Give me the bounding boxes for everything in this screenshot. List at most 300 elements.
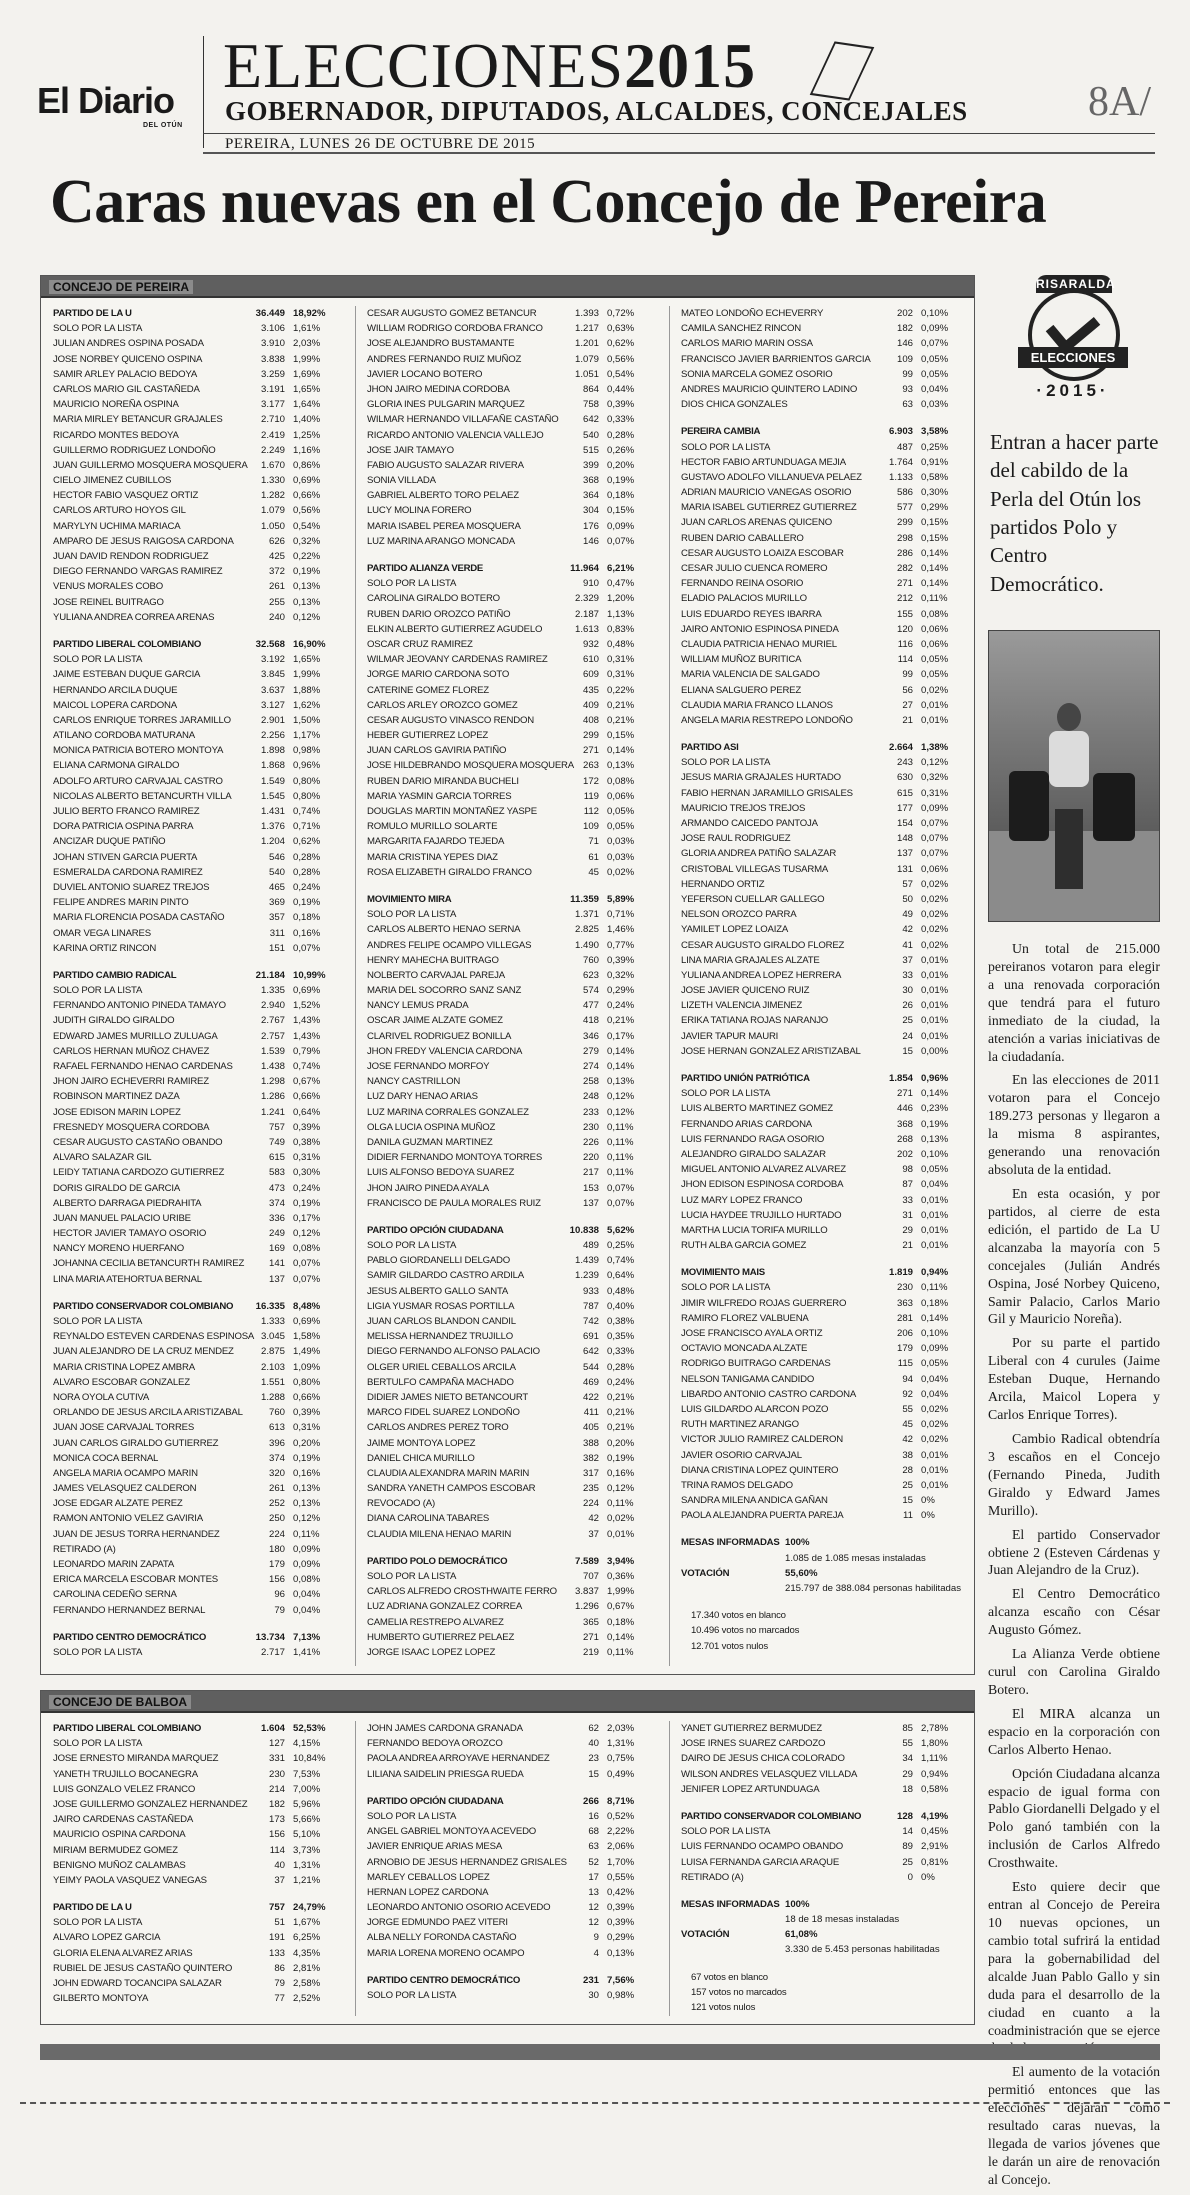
candidate-name: RUTH ALBA GARCIA GOMEZ [681,1240,807,1252]
newspaper-logo: El Diario [37,80,175,121]
candidate-name: CESAR JULIO CUENCA ROMERO [681,563,828,574]
candidate-votes: 40 [588,1738,599,1750]
candidate-votes: 2.940 [260,1000,285,1012]
candidate-name: JORGE ISAAC LOPEZ LOPEZ [367,1646,496,1658]
candidate-row [47,1344,347,1359]
candidate-name: JENIFER LOPEZ ARTUNDUAGA [681,1783,820,1795]
candidate-votes: 382 [582,1452,599,1464]
candidate-row [361,352,661,367]
candidate-votes: 235 [582,1483,599,1495]
candidate-votes: 408 [582,714,599,726]
candidate-votes: 15 [902,1495,913,1507]
candidate-votes: 374 [268,1197,285,1209]
candidate-percent: 0,69% [293,1316,321,1327]
party-votes: 6.903 [888,426,913,438]
candidate-row [675,546,975,561]
candidate-votes: 271 [896,1088,913,1100]
candidate-name: NORA OYOLA CUTIVA [53,1391,150,1403]
candidate-name: CATERINE GOMEZ FLOREZ [367,684,489,696]
candidate-name: ROMULO MURILLO SOLARTE [367,821,498,833]
candidate-row [675,367,975,382]
candidate-percent: 0,07% [293,1273,321,1285]
candidate-votes: 365 [582,1616,599,1628]
candidate-row [361,968,661,983]
party-row [361,1973,661,1988]
candidate-name: PABLO GIORDANELLI DELGADO [367,1255,511,1267]
candidate-row [361,1436,661,1451]
article-paragraph: Un total de 215.000 pereiranos votaron para elegir a una renovada corporación que tendrá para el futuro inmediato de la ciudad, la atención a varias iniciativas de la ciudadanía. [988,941,1160,1064]
party-percent: 52,53% [293,1723,326,1734]
candidate-percent: 0,14% [921,563,949,574]
candidate-name: MONICA PATRICIA BOTERO MONTOYA [53,745,224,757]
candidate-row [675,1736,975,1751]
candidate-percent: 0,83% [607,623,635,635]
candidate-row [361,1360,661,1375]
candidate-name: JULIO BERTO FRANCO RAMIREZ [53,806,200,817]
candidate-percent: 1,80% [921,1738,949,1750]
candidate-name: MAURICIO NOREÑA OSPINA [53,399,179,411]
candidate-percent: 0,12% [293,1513,321,1525]
candidate-votes: 3.837 [574,1586,599,1598]
candidate-name: NANCY MORENO HUERFANO [53,1243,185,1255]
candidate-votes: 261 [268,581,285,593]
candidate-votes: 933 [582,1285,599,1297]
candidate-votes: 51 [274,1917,285,1929]
article-paragraph: La Alianza Verde obtiene curul con Carolina Giraldo Botero. [988,1646,1160,1697]
candidate-votes: 1.613 [574,623,599,635]
candidate-name: ELADIO PALACIOS MURILLO [681,593,807,605]
candidate-votes: 1.050 [260,520,285,532]
candidate-name: JORGE MARIO CARDONA SOTO [367,669,510,681]
candidate-percent: 0,09% [293,1543,321,1555]
candidate-name: JESUS MARIA GRAJALES HURTADO [681,772,841,784]
vote-stat: 121 votos nulos [691,2002,756,2013]
candidate-row [361,428,661,443]
candidate-votes: 357 [268,912,285,924]
candidate-name: MARIA ISABEL PEREA MOSQUERA [367,520,521,532]
candidate-row [675,770,975,785]
candidate-votes: 137 [582,1197,599,1209]
candidate-percent: 0,13% [293,596,321,608]
candidate-row [361,865,661,880]
candidate-votes: 79 [274,1978,285,1989]
candidate-votes: 119 [583,790,599,802]
candidate-row [47,1181,347,1196]
candidate-row [47,1873,347,1888]
candidate-percent: 0,39% [293,1407,321,1419]
candidate-name: LEONARDO MARIN ZAPATA [53,1559,175,1570]
candidate-votes: 586 [896,487,913,499]
candidate-votes: 177 [896,802,913,814]
candidate-percent: 0,19% [607,1452,635,1464]
vote-stat: 17.340 votos en blanco [691,1610,786,1622]
candidate-row [675,515,975,530]
candidate-votes: 141 [268,1258,285,1270]
candidate-name: YEIMY PAOLA VASQUEZ VANEGAS [53,1874,207,1886]
candidate-votes: 57 [902,878,913,890]
candidate-percent: 0,91% [921,456,949,468]
candidate-percent: 0,35% [607,1331,635,1343]
candidate-votes: 258 [582,1076,599,1088]
candidate-row [361,1809,661,1824]
candidate-votes: 94 [902,1373,913,1385]
candidate-percent: 1,31% [607,1738,635,1750]
candidate-row [675,1101,975,1116]
candidate-name: ALBA NELLY FORONDA CASTAÑO [367,1932,517,1944]
candidate-votes: 172 [582,775,599,787]
party-votes: 16.335 [255,1300,285,1312]
candidate-votes: 115 [897,1358,913,1370]
candidate-row [47,1751,347,1766]
candidate-percent: 1,41% [293,1646,321,1658]
candidate-votes: 12 [588,1902,599,1914]
candidate-row [47,1915,347,1930]
candidate-votes: 405 [582,1422,599,1434]
candidate-name: CARLOS ARLEY OROZCO GOMEZ [367,699,518,711]
candidate-row [675,352,975,367]
candidate-percent: 0,10% [921,308,949,319]
candidate-name: FRESNEDY MOSQUERA CORDOBA [53,1121,210,1133]
candidate-percent: 0,71% [607,909,635,921]
candidate-name: GUSTAVO ADOLFO VILLANUEVA PELAEZ [681,471,862,483]
row-spacer [675,1797,975,1809]
candidate-percent: 0,10% [921,1148,949,1160]
candidate-name: MARYLYN UCHIMA MARIACA [53,520,181,532]
candidate-row [47,1782,347,1797]
candidate-row [361,998,661,1013]
candidate-votes: 3.845 [260,669,285,681]
candidate-percent: 0,69% [293,475,321,487]
candidate-percent: 7,00% [293,1783,321,1795]
candidate-votes: 609 [582,669,599,681]
candidate-row [675,786,975,801]
party-votes: 128 [896,1810,913,1822]
candidate-votes: 182 [896,323,913,335]
candidate-votes: 298 [896,532,913,544]
candidate-percent: 0,02% [921,893,949,905]
candidate-row [675,1782,975,1797]
candidate-percent: 0,02% [921,1419,949,1431]
candidate-row [361,306,661,321]
candidate-votes: 757 [268,1121,285,1133]
candidate-name: LINA MARIA GRAJALES ALZATE [681,954,820,966]
candidate-votes: 3.910 [260,338,285,350]
candidate-percent: 0,01% [921,1209,949,1221]
badge-year: ·2015· [1036,381,1110,400]
candidate-row [47,774,347,789]
candidate-votes: 469 [582,1376,599,1388]
candidate-name: CIELO JIMENEZ CUBILLOS [53,475,172,487]
candidate-percent: 0,32% [921,772,949,784]
candidate-percent: 0,11% [607,1121,634,1133]
party-row [47,968,347,983]
article-paragraph: En las elecciones de 2011 votaron para el Concejo 189.273 personas y llegaron a la misma 8 aspirantes, generando una renovación absoluta de la entidad. [988,1072,1160,1178]
party-name: PARTIDO CONSERVADOR COLOMBIANO [681,1810,862,1822]
candidate-votes: 742 [582,1316,599,1327]
candidate-name: MAICOL LOPERA CARDONA [53,699,177,711]
candidate-votes: 42 [588,1513,599,1525]
party-percent: 7,56% [607,1974,635,1986]
candidate-row [47,1226,347,1241]
row-spacer [361,1782,661,1794]
candidate-percent: 0,03% [607,836,635,848]
candidate-percent: 1,70% [607,1856,635,1868]
candidate-name: DIDIER FERNANDO MONTOYA TORRES [367,1152,543,1164]
candidate-percent: 0,15% [607,505,635,517]
column-divider [669,1721,670,2016]
candidate-votes: 282 [896,563,913,574]
candidate-name: MARIA DEL SOCORRO SANZ SANZ [367,985,522,997]
candidate-percent: 0,28% [293,851,321,863]
party-name: PARTIDO OPCIÓN CIUDADANA [367,1795,504,1807]
candidate-name: YANETH TRUJILLO BOCANEGRA [53,1768,198,1780]
candidate-votes: 214 [268,1783,285,1795]
candidate-name: EDWARD JAMES MURILLO ZULUAGA [53,1030,218,1042]
candidate-votes: 86 [274,1962,285,1974]
candidate-name: MARIA ISABEL GUTIERREZ GUTIERREZ [681,502,857,514]
candidate-votes: 2.767 [260,1015,285,1027]
candidate-name: SOLO POR LA LISTA [53,1738,143,1750]
candidate-name: SOLO POR LA LISTA [367,1810,457,1822]
candidate-percent: 0,22% [607,684,635,696]
candidate-row [361,1988,661,2003]
candidate-votes: 41 [902,939,913,951]
candidate-row [675,816,975,831]
candidate-row [675,1387,975,1402]
candidate-percent: 0,15% [607,730,635,742]
candidate-votes: 55 [902,1738,913,1750]
candidate-votes: 133 [268,1947,285,1959]
candidate-row [47,488,347,503]
candidate-percent: 0,04% [921,1373,949,1385]
candidate-row [361,1930,661,1945]
candidate-name: CLAUDIA MILENA HENAO MARIN [367,1528,512,1540]
candidate-row [47,1797,347,1812]
candidate-row [47,1420,347,1435]
party-votes: 21.184 [255,969,285,981]
candidate-votes: 787 [582,1300,599,1312]
candidate-name: JUDITH GIRALDO GIRALDO [53,1015,175,1027]
candidate-votes: 274 [582,1061,599,1072]
candidate-name: JUAN DE JESUS TORRA HERNANDEZ [53,1528,220,1540]
candidate-percent: 0,98% [607,1990,635,2001]
candidate-row [47,1858,347,1873]
candidate-row [361,1299,661,1314]
candidate-percent: 1,67% [293,1917,321,1929]
candidate-percent: 0,20% [607,459,635,471]
candidate-row [361,1029,661,1044]
candidate-name: JAVIER OSORIO CARVAJAL [681,1449,802,1461]
candidate-row [361,1824,661,1839]
candidate-percent: 10,84% [293,1753,326,1765]
candidate-percent: 0,33% [607,1346,635,1358]
candidate-name: WILLIAM RODRIGO CORDOBA FRANCO [367,323,543,335]
candidate-percent: 1,62% [293,699,321,711]
candidate-row [47,1587,347,1602]
candidate-row [361,1196,661,1211]
candidate-votes: 219 [582,1646,599,1658]
candidate-percent: 0,74% [293,806,321,817]
party-row [47,1721,347,1736]
candidate-votes: 61 [588,851,599,863]
candidate-percent: 0,58% [921,471,949,483]
candidate-name: JUAN CARLOS ARENAS QUICENO [681,517,832,529]
candidate-row [675,1341,975,1356]
edition-date: PEREIRA, LUNES 26 DE OCTUBRE DE 2015 [225,136,536,152]
candidate-votes: 33 [902,969,913,981]
candidate-percent: 0,02% [921,1403,949,1415]
candidate-name: JOSE GUILLERMO GONZALEZ HERNANDEZ [53,1798,248,1810]
candidate-row [47,1812,347,1827]
candidate-votes: 1.335 [260,985,285,997]
candidate-row [47,1272,347,1287]
candidate-name: RETIRADO (A) [681,1871,744,1883]
candidate-votes: 515 [582,444,599,456]
candidate-name: LUZ MARINA ARANGO MONCADA [367,535,515,547]
candidate-votes: 37 [902,954,913,966]
candidate-name: DUVIEL ANTONIO SUAREZ TREJOS [53,881,210,893]
results-table-pereira [40,275,975,1675]
candidate-votes: 489 [582,1240,599,1252]
party-percent: 3,58% [921,426,949,438]
candidate-name: CRISTOBAL VILLEGAS TUSARMA [681,863,829,875]
candidate-percent: 2,22% [607,1826,635,1838]
candidate-votes: 212 [896,593,913,605]
candidate-votes: 27 [902,699,913,711]
vote-stat-row [675,1623,975,1638]
candidate-percent: 0,01% [921,954,949,966]
candidate-name: MATEO LONDOÑO ECHEVERRY [681,308,824,319]
candidate-votes: 191 [268,1932,285,1944]
candidate-percent: 3,73% [293,1844,321,1856]
candidate-name: CARLOS ALBERTO HENAO SERNA [367,924,521,936]
page-bottom-bar [40,2044,1160,2060]
candidate-votes: 240 [268,611,285,623]
candidate-name: CESAR AUGUSTO GOMEZ BETANCUR [367,308,537,319]
candidate-name: JOSE NORBEY QUICENO OSPINA [53,353,203,365]
candidate-row [675,470,975,485]
candidate-name: MONICA COCA BERNAL [53,1452,159,1464]
candidate-row [47,397,347,412]
candidate-percent: 0,12% [293,1228,321,1240]
party-row [361,1794,661,1809]
candidate-row [47,1105,347,1120]
candidate-name: JOSE JAVIER QUICENO RUIZ [681,985,810,997]
photo-ballot-bag [1009,771,1049,841]
candidate-votes: 24 [902,1030,913,1042]
candidate-percent: 0,11% [607,1498,634,1510]
candidate-name: BENIGNO MUÑOZ CALAMBAS [53,1859,186,1871]
candidate-votes: 1.431 [260,806,285,817]
candidate-votes: 263 [582,760,599,772]
candidate-name: MARIA VALENCIA DE SALGADO [681,669,820,681]
candidate-name: JAVIER TAPUR MAURI [681,1030,779,1042]
candidate-votes: 1.438 [260,1061,285,1072]
candidate-name: CLARIVEL RODRIGUEZ BONILLA [367,1030,512,1042]
candidate-row [361,1451,661,1466]
candidate-percent: 0,98% [293,745,321,757]
candidate-row [675,1402,975,1417]
candidate-name: LIBARDO ANTONIO CASTRO CARDONA [681,1388,857,1400]
candidate-votes: 583 [268,1167,285,1179]
candidate-row [361,382,661,397]
candidate-row [361,1721,661,1736]
candidate-votes: 279 [582,1045,599,1057]
candidate-percent: 0,30% [921,487,949,499]
candidate-votes: 286 [896,547,913,559]
candidate-name: SAMIR GILDARDO CASTRO ARDILA [367,1270,524,1282]
candidate-percent: 0,56% [607,353,635,365]
candidate-percent: 0,13% [607,760,635,772]
candidate-name: NANCY CASTRILLON [367,1076,461,1088]
candidate-row [47,834,347,849]
candidate-percent: 0,39% [293,1121,321,1133]
candidate-row [47,728,347,743]
candidate-votes: 250 [268,1513,285,1525]
table-title: CONCEJO DE PEREIRA [49,280,193,294]
candidate-name: LUZ DARY HENAO ARIAS [367,1091,478,1103]
candidate-percent: 2,91% [921,1841,949,1853]
candidate-name: HECTOR JAVIER TAMAYO OSORIO [53,1228,207,1240]
candidate-votes: 3.192 [260,654,285,666]
candidate-votes: 910 [582,578,599,590]
candidate-name: CAMILA SANCHEZ RINCON [681,323,802,335]
candidate-name: DAIRO DE JESUS CHICA COLORADO [681,1753,845,1765]
candidate-row [47,1976,347,1991]
candidate-name: CARLOS ENRIQUE TORRES JARAMILLO [53,714,231,726]
candidate-percent: 2,03% [293,338,321,350]
candidate-percent: 2,81% [293,1962,321,1974]
candidate-percent: 0,11% [921,1282,948,1294]
candidate-votes: 1.371 [574,909,599,921]
candidate-name: LIZETH VALENCIA JIMENEZ [681,1000,803,1012]
candidate-votes: 25 [902,1015,913,1027]
candidate-row [361,1885,661,1900]
candidate-percent: 0,06% [607,790,635,802]
candidate-row [47,789,347,804]
candidate-name: JHON JAIRO ECHEVERRI RAMIREZ [53,1076,209,1088]
candidate-votes: 369 [268,897,285,909]
candidate-name: JUAN ALEJANDRO DE LA CRUZ MENDEZ [53,1346,234,1358]
candidate-percent: 0,31% [607,654,635,666]
candidate-name: MARCO FIDEL SUAREZ LONDOÑO [367,1407,520,1419]
candidate-name: REVOCADO (A) [367,1498,435,1510]
candidate-name: SOLO POR LA LISTA [53,323,143,335]
candidate-name: NICOLAS ALBERTO BETANCURTH VILLA [53,790,232,802]
candidate-percent: 0,16% [607,1467,635,1479]
candidate-percent: 1,25% [293,429,321,441]
article-body [988,940,1160,2195]
candidate-name: MARIA YASMIN GARCIA TORRES [367,790,512,802]
candidate-row [675,1448,975,1463]
candidate-row [361,922,661,937]
party-name: PARTIDO CENTRO DEMOCRÁTICO [367,1974,520,1986]
candidate-name: JOSE ERNESTO MIRANDA MARQUEZ [53,1753,219,1765]
candidate-percent: 1,46% [607,924,635,936]
candidate-name: RICARDO ANTONIO VALENCIA VALLEJO [367,429,544,441]
party-row [361,561,661,576]
candidate-name: TRINA RAMOS DELGADO [681,1479,793,1491]
candidate-votes: 299 [582,730,599,742]
candidate-row [47,1360,347,1375]
candidate-name: JESUS ALBERTO GALLO SANTA [367,1285,509,1297]
candidate-row [361,1314,661,1329]
candidate-name: LUIS FERNANDO RAGA OSORIO [681,1133,825,1145]
row-spacer [47,956,347,968]
candidate-name: VENUS MORALES COBO [53,581,163,593]
badge-region: RISARALDA [1036,277,1116,291]
candidate-row [361,458,661,473]
